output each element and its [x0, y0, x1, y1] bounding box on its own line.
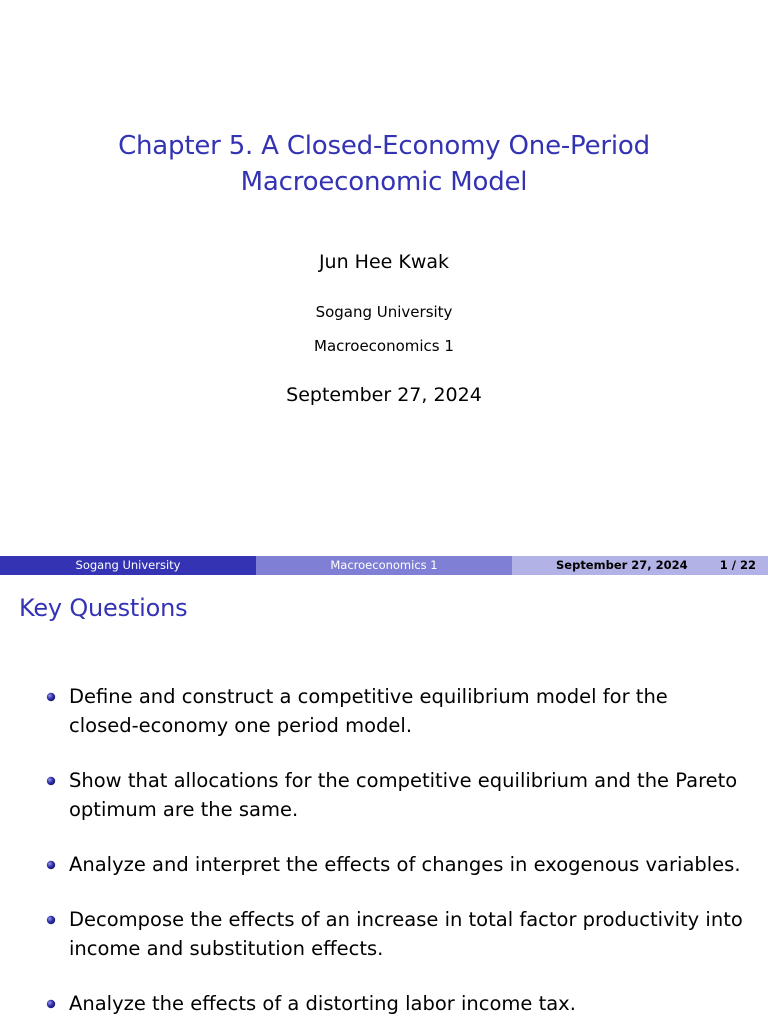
footline [0, 556, 768, 575]
footline-course: Macroeconomics 1 [256, 556, 512, 575]
list-item [0, 682, 768, 740]
title-line-1: Chapter 5. A Closed-Economy One-Period [118, 131, 650, 161]
bullet-ball-icon [46, 915, 56, 925]
course-name: Macroeconomics 1 [314, 337, 454, 355]
list-item [0, 850, 768, 879]
bullet-line-1: Show that allocations for the competitive equilibrium and the Pareto [69, 769, 738, 792]
bullet-ball-icon [46, 999, 56, 1009]
bullet-ball-icon [46, 860, 56, 870]
bullet-list [0, 682, 768, 1024]
list-item [0, 905, 768, 963]
bullet-ball-icon [46, 776, 56, 786]
presentation-title [0, 128, 768, 200]
list-item [0, 989, 768, 1018]
footline-date: September 27, 2024 [556, 558, 688, 572]
institute-name: Sogang University [315, 303, 453, 321]
frame-title: Key Questions [19, 594, 188, 622]
bullet-line-2: income and substitution effects. [69, 937, 384, 960]
title-line-2: Macroeconomic Model [240, 167, 528, 197]
footline-institute: Sogang University [0, 556, 256, 575]
bullet-line-1: Analyze and interpret the effects of changes in exogenous variables. [69, 853, 741, 876]
author-name: Jun Hee Kwak [318, 251, 450, 273]
bullet-line-2: closed-economy one period model. [69, 714, 413, 737]
footline-page-number: 1 / 22 [719, 558, 756, 572]
bullet-line-1: Analyze the effects of a distorting labor income tax. [69, 992, 576, 1015]
bullet-line-1: Define and construct a competitive equilibrium model for the [69, 685, 668, 708]
presentation-date: September 27, 2024 [286, 384, 482, 406]
key-questions-slide [0, 576, 768, 1024]
bullet-line-2: optimum are the same. [69, 798, 299, 821]
footline-right [512, 556, 768, 575]
bullet-line-1: Decompose the effects of an increase in total factor productivity into [69, 908, 743, 931]
bullet-ball-icon [46, 692, 56, 702]
list-item [0, 766, 768, 824]
